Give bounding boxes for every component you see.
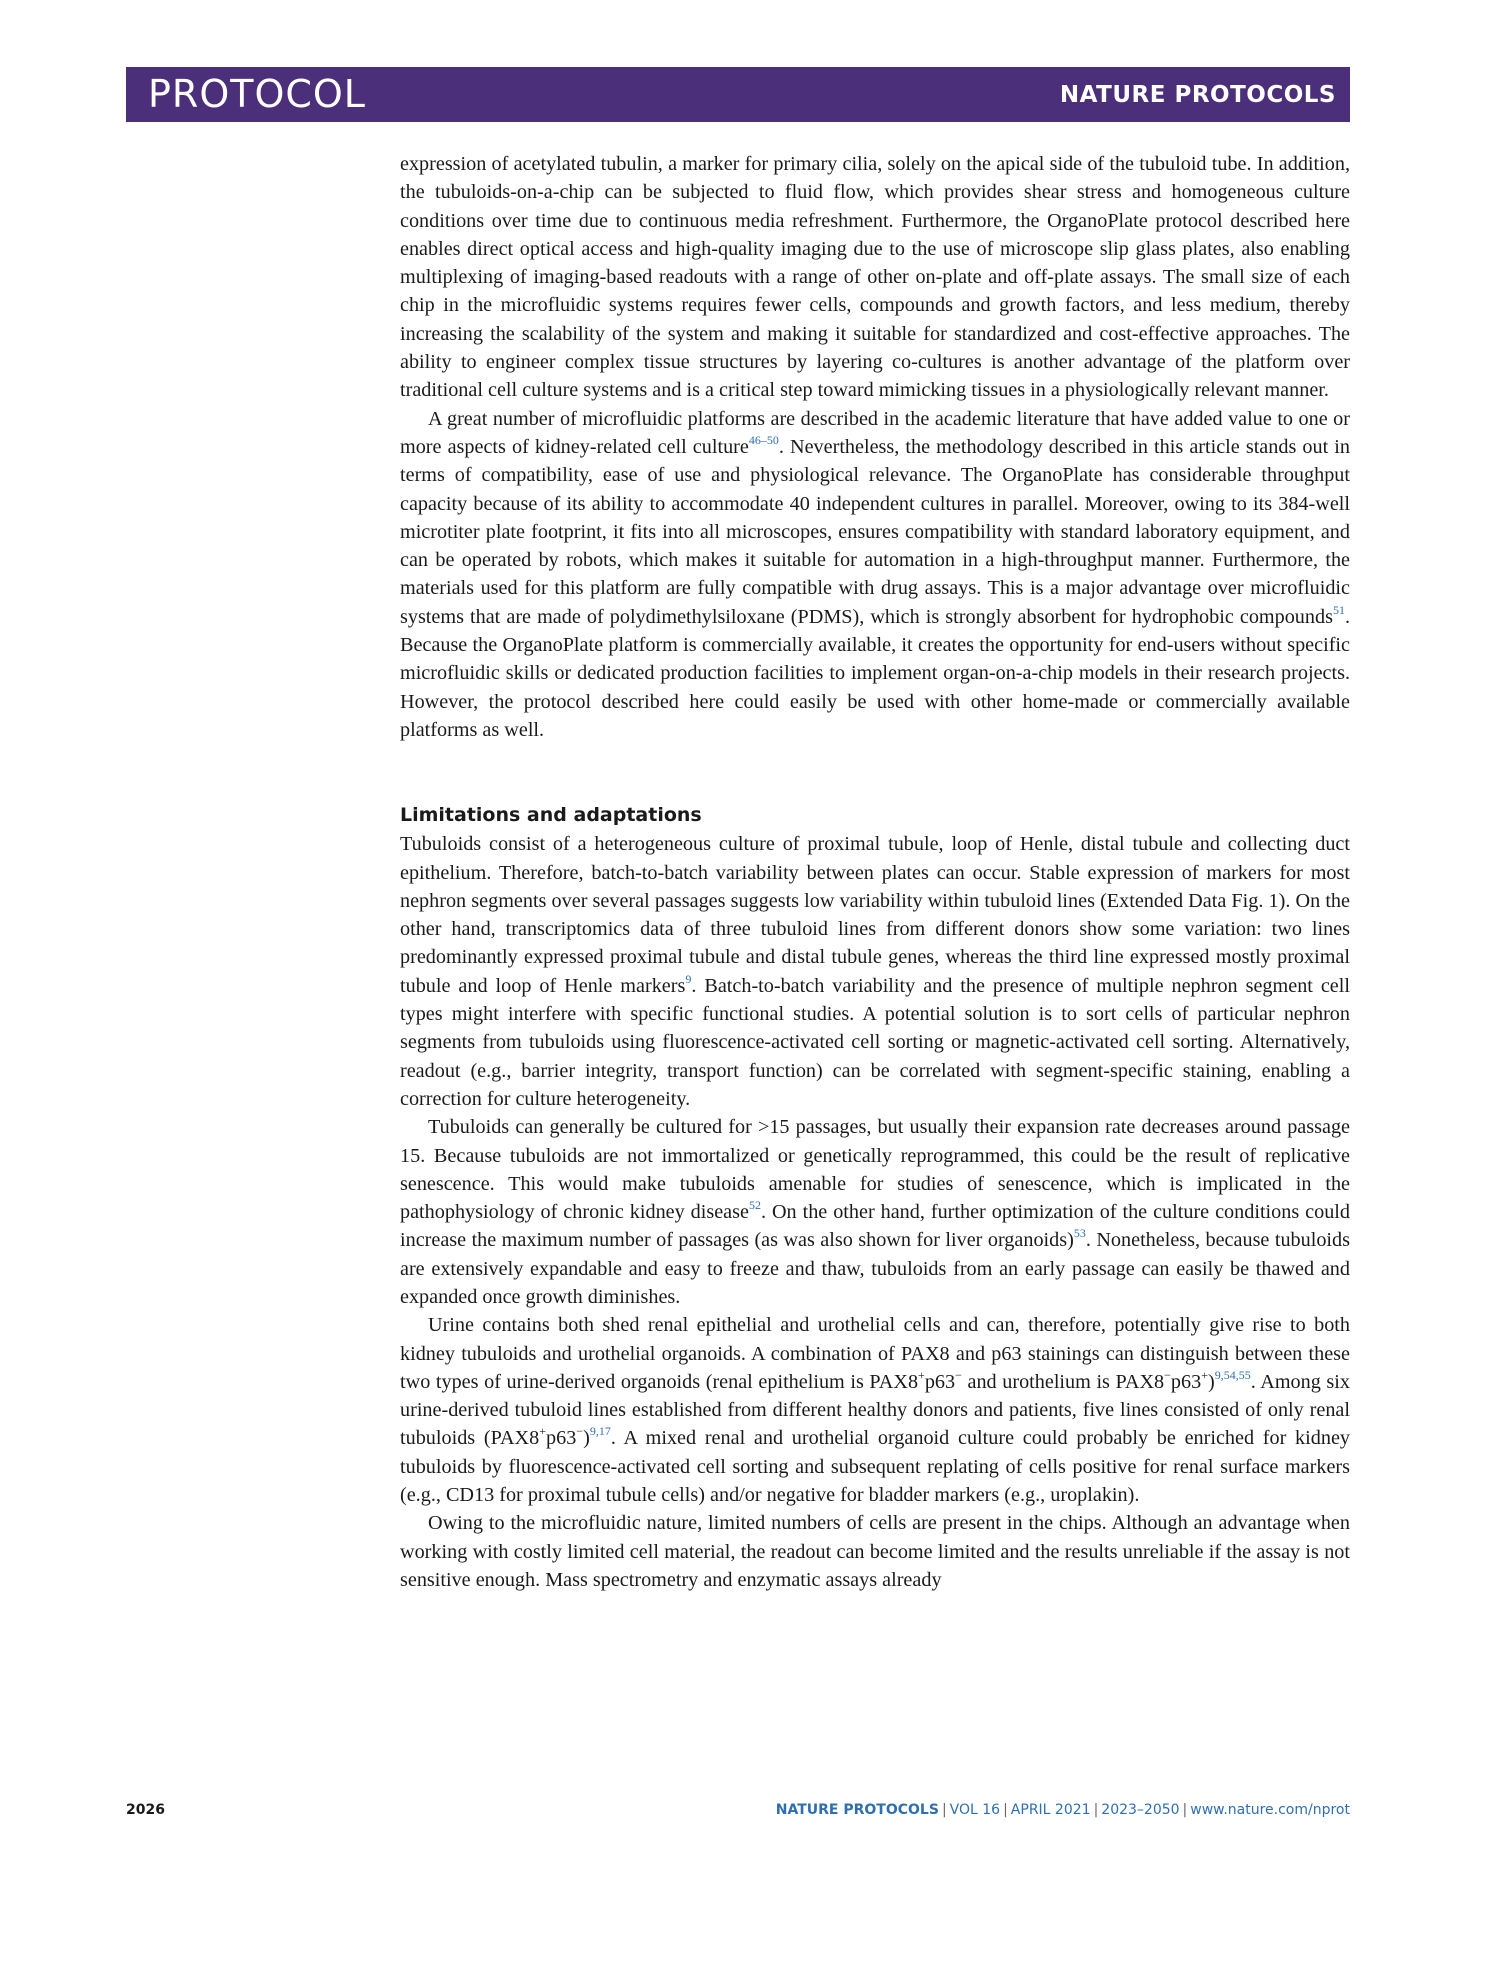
- paragraph-6: Owing to the microfluidic nature, limited numbers of cells are present in the chips. Although an advantage when working with costly limited cell material, the readout can become limited and the results unreliable if the assay is not sensitive enough. Mass spectrometry and enzymatic assays already: [400, 1512, 1350, 1591]
- footer-volume: VOL 16: [949, 1802, 1001, 1818]
- citation-link[interactable]: 9,54,55: [1214, 1367, 1251, 1382]
- paragraph-4: Tubuloids can generally be cultured for >15 passages, but usually their expansion rate decreases around passage 15. Because tubuloids are not immortalized or genetically reprogrammed, this could be the result of replicative senescence. This would make tubuloids amenable for studies of senescence, which is implicated in the pathophysiology of chronic kidney disease$^{52}$. On the other hand, further optimization of the culture conditions could increase the maximum number of passages (as was also shown for liver organoids)$^{53}$. Nonetheless, because tubuloids are extensively expandable and easy to freeze and thaw, tubuloids from an early passage can easily be thawed and expanded once growth diminishes.: [400, 1116, 1350, 1308]
- section-spacer: [400, 744, 1350, 800]
- citation-link[interactable]: 46–50: [748, 432, 779, 447]
- footer-journal: NATURE PROTOCOLS: [775, 1802, 939, 1818]
- footer-date: APRIL 2021: [1010, 1802, 1091, 1818]
- header-banner: [126, 67, 1350, 122]
- article-body: [400, 150, 1350, 1594]
- footer-pages: 2023–2050: [1101, 1802, 1180, 1818]
- citation-link[interactable]: 52: [748, 1198, 761, 1213]
- paragraph-2: A great number of microfluidic platforms are described in the academic literature that have added value to one or more aspects of kidney-related cell culture$^{46-50}$. Nevertheless, the methodology described in this article stands out in terms of compatibility, ease of use and physiological relevance. The OrganoPlate has considerable throughput capacity because of its ability to accommodate 40 independent cultures in parallel. Moreover, owing to its 384-well microtiter plate footprint, it fits into all microscopes, ensures compatibility with standard laboratory equipment, and can be operated by robots, which makes it suitable for automation in a high-throughput manner. Furthermore, the materials used for this platform are fully compatible with drug assays. This is a major advantage over microfluidic systems that are made of polydimethylsiloxane (PDMS), which is strongly absorbent for hydrophobic compounds$^{51}$. Because the OrganoPlate platform is commercially available, it creates the opportunity for end-users without specific microfluidic skills or dedicated production facilities to implement organ-on-a-chip models in their research projects. However, the protocol described here could easily be used with other home-made or commercially available platforms as well.: [400, 407, 1351, 741]
- paragraph-1: expression of acetylated tubulin, a marker for primary cilia, solely on the apical side of the tubuloid tube. In addition, the tubuloids-on-a-chip can be subjected to fluid flow, which provides shear stress and homogeneous culture conditions over time due to continuous media refreshment. Furthermore, the OrganoPlate protocol described here enables direct optical access and high-quality imaging due to the use of microscope slip glass plates, also enabling multiplexing of imaging-based readouts with a range of other on-plate and off-plate assays. The small size of each chip in the microfluidic systems requires fewer cells, compounds and growth factors, and less medium, thereby increasing the scalability of the system and making it suitable for standardized and cost-effective approaches. The ability to engineer complex tissue structures by layering co-cultures is another advantage of the platform over traditional cell culture systems and is a critical step toward mimicking tissues in a physiologically relevant manner.: [400, 153, 1350, 402]
- page-number: 2026: [126, 1802, 165, 1818]
- journal-url-link[interactable]: www.nature.com/nprot: [1190, 1802, 1350, 1818]
- section-heading: Limitations and adaptations: [400, 804, 702, 827]
- citation-link[interactable]: 53: [1073, 1226, 1086, 1241]
- citation-link[interactable]: 9,17: [589, 1424, 611, 1439]
- paragraph-5: Urine contains both shed renal epithelial and urothelial cells and can, therefore, potentially give rise to both kidney tubuloids and urothelial organoids. A combination of PAX8 and p63 stainings can distinguish between these two types of urine-derived organoids (renal epithelium is PAX8+p63− and urothelium is PAX8−p63+)$^{9,54,55}$. Among six urine-derived tubuloid lines established from different healthy donors and patients, five lines consisted of only renal tubuloids (PAX8+p63−)$^{9,17}$. A mixed renal and urothelial organoid culture could probably be enriched for kidney tubuloids by fluorescence-activated cell sorting and subsequent replating of cells positive for renal surface markers (e.g., CD13 for proximal tubule cells) and/or negative for bladder markers (e.g., uroplakin).: [400, 1314, 1351, 1507]
- section-label: PROTOCOL: [148, 72, 366, 116]
- citation-link[interactable]: 51: [1332, 602, 1345, 617]
- page-footer: [126, 1798, 1350, 1822]
- journal-name: NATURE PROTOCOLS: [1059, 82, 1336, 108]
- journal-citation: NATURE PROTOCOLS | VOL 16 | APRIL 2021 | 2023–2050 | www.nature.com/nprot: [775, 1802, 1350, 1818]
- citation-link[interactable]: 9: [685, 971, 692, 986]
- paragraph-3: Tubuloids consist of a heterogeneous culture of proximal tubule, loop of Henle, distal tubule and collecting duct epithelium. Therefore, batch-to-batch variability between plates can occur. Stable expression of markers for most nephron segments over several passages suggests low variability within tubuloid lines (Extended Data Fig. 1). On the other hand, transcriptomics data of three tubuloid lines from different donors show some variation: two lines predominantly expressed proximal tubule and distal tubule genes, whereas the third line expressed mostly proximal tubule and loop of Henle markers$^9$. Batch-to-batch variability and the presence of multiple nephron segment cell types might interfere with specific functional studies. A potential solution is to sort cells of particular nephron segments from tubuloids using fluorescence-activated cell sorting or magnetic-activated cell sorting. Alternatively, readout (e.g., barrier integrity, transport function) can be correlated with segment-specific staining, enabling a correction for culture heterogeneity.: [400, 833, 1350, 1110]
